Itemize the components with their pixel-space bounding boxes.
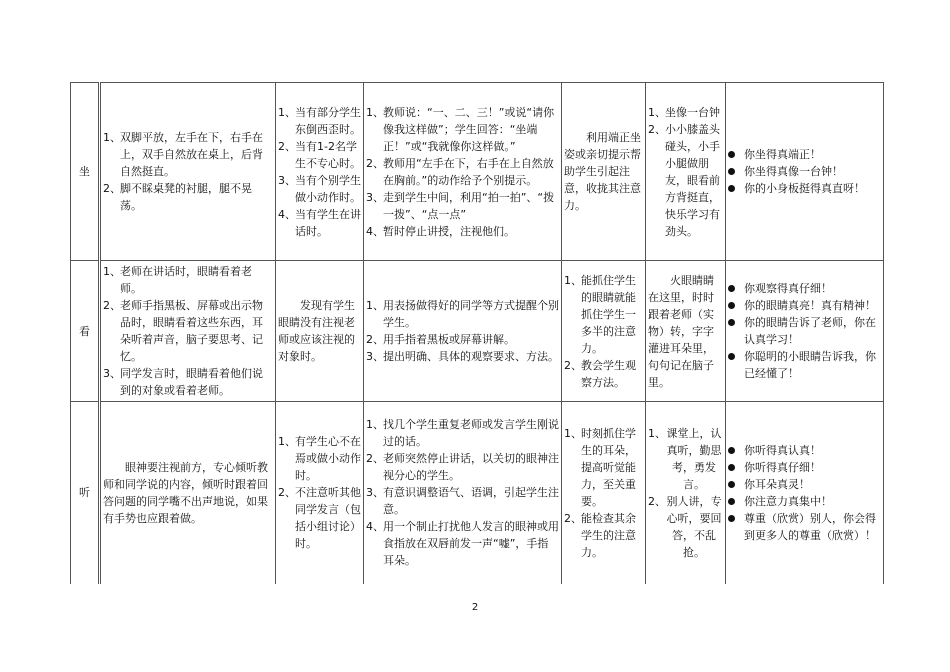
rhyme-cell xyxy=(646,83,726,261)
bullet-icon xyxy=(728,302,735,309)
bullet-icon xyxy=(728,185,735,192)
table-row xyxy=(71,83,884,261)
list-item: 你观察得真仔细！ xyxy=(728,280,881,297)
list-item: 1、 用表扬做得好的同学等方式提醒个别学生。 xyxy=(366,299,559,329)
list-item: 1、 教师说：“一、二、三！”或说“请你像我这样做”；学生回答：“坐端正！”或“我就像你这样做。” xyxy=(366,105,555,153)
row-label: 看 xyxy=(71,261,100,402)
list-item: 1、 课堂上，认真听，勤思考，勇发言。 xyxy=(648,426,722,491)
problem-cell xyxy=(276,83,364,261)
behavior-text: 眼神要注视前方，专心倾听教师和同学说的内容，倾听时跟着回答问题的同学嘴不出声地说，如果有手势也应跟着做。 xyxy=(103,460,268,525)
bullet-icon xyxy=(728,151,735,158)
list-item: 你听得真认真！ xyxy=(728,442,881,459)
problem-cell xyxy=(276,402,364,584)
list-item: 1、 时刻抓住学生的耳朵，提高听觉能力，至关重要。 xyxy=(564,426,636,508)
praise-cell xyxy=(726,261,884,402)
list-item: 你耳朵真灵！ xyxy=(728,476,881,493)
row-label: 坐 xyxy=(71,83,100,261)
bullet-icon xyxy=(728,481,735,488)
table-row xyxy=(71,402,884,584)
list-item: 你的眼睛告诉了老师，你在认真学习！ xyxy=(728,314,881,348)
rhyme-cell xyxy=(646,261,726,402)
list-item: 2、 别人讲，专心听，要回答，不乱抢。 xyxy=(648,494,722,559)
page-number: 2 xyxy=(471,602,479,613)
list-item: 尊重（欣赏）别人，你会得到更多人的尊重（欣赏）！ xyxy=(728,510,881,544)
list-item: 2、 用手指着黑板或屏幕讲解。 xyxy=(366,333,515,346)
bullet-icon xyxy=(728,353,735,360)
praise-cell xyxy=(726,402,884,584)
bullet-icon xyxy=(728,168,735,175)
list-item: 你聪明的小眼睛告诉我，你已经懂了！ xyxy=(728,348,881,382)
table-row xyxy=(71,261,884,402)
list-item: 2、 能检查其余学生的注意力。 xyxy=(564,511,636,559)
list-item: 3、 同学发言时，眼睛看着他们说到的对象或看着老师。 xyxy=(103,367,263,397)
list-item: 你听得真仔细！ xyxy=(728,459,881,476)
bullet-icon xyxy=(728,447,735,454)
list-item: 4、 暂时停止讲授，注视他们。 xyxy=(366,224,515,238)
list-item: 4、 当有学生在讲话时。 xyxy=(278,207,361,238)
list-item: 4、 用一个制止打扰他人发言的眼神或用食指放在双唇前发一声“嘘”，手指耳朵。 xyxy=(366,520,559,568)
list-item: 2、 小小膝盖头碰头，小手小腿做朋友，眼看前方背挺直，快乐学习有劲头。 xyxy=(648,122,720,238)
purpose-cell xyxy=(562,83,646,261)
list-item: 1、 坐像一台钟 xyxy=(648,105,720,119)
purpose-cell xyxy=(562,402,646,584)
list-item: 2、 老师突然停止讲话，以关切的眼神注视分心的学生。 xyxy=(366,452,559,483)
list-item: 2、 脚不睬桌凳的衬腿，腿不晃荡。 xyxy=(103,182,252,212)
method-cell xyxy=(364,402,562,584)
list-item: 1、 双脚平放，左手在下，右手在上，双手自然放在桌上，后背自然挺直。 xyxy=(103,131,263,178)
list-item: 1、 老师在讲话时，眼睛看着老师。 xyxy=(103,265,252,295)
list-item: 1、 找几个学生重复老师或发言学生刚说过的话。 xyxy=(366,418,559,449)
problem-cell xyxy=(276,261,364,402)
list-item: 1、 有学生心不在焉或做小动作时。 xyxy=(278,435,361,483)
list-item: 你坐得真端正！ xyxy=(728,146,881,163)
list-item: 你注意力真集中！ xyxy=(728,493,881,510)
behavior-cell xyxy=(100,83,276,261)
purpose-cell xyxy=(562,261,646,402)
list-item: 你的眼睛真亮！真有精神！ xyxy=(728,297,881,314)
bullet-icon xyxy=(728,285,735,292)
classroom-routine-table xyxy=(70,82,884,584)
rhyme-text: 火眼睛睛在这里，时时跟着老师（实物）转，字字灌进耳朵里，句句记在脑子里。 xyxy=(648,273,714,389)
bullet-icon xyxy=(728,319,735,326)
list-item: 2、 不注意听其他同学发言（包括小组讨论）时。 xyxy=(278,486,361,551)
behavior-cell xyxy=(100,402,276,584)
method-cell xyxy=(364,261,562,402)
list-item: 3、 有意识调整语气、语调，引起学生注意。 xyxy=(366,486,559,517)
praise-cell xyxy=(726,83,884,261)
list-item: 你的小身板挺得真直呀！ xyxy=(728,180,881,197)
list-item: 你坐得真像一台钟！ xyxy=(728,163,881,180)
behavior-cell xyxy=(100,261,276,402)
list-item: 2、 老师手指黑板、屏幕或出示物品时，眼睛看着这些东西，耳朵听着声音，脑子要思考、记忆。 xyxy=(103,299,263,363)
bullet-icon xyxy=(728,498,735,505)
list-item: 3、 当有个别学生做小动作时。 xyxy=(278,173,361,204)
bullet-icon xyxy=(728,515,735,522)
list-item: 1、 能抓住学生的眼睛就能抓住学生一多半的注意力。 xyxy=(564,273,636,355)
problem-text: 发现有学生眼睛没有注视老师或应该注视的对象时。 xyxy=(278,299,355,363)
row-label: 听 xyxy=(71,402,100,584)
list-item: 2、 教会学生观察方法。 xyxy=(564,358,636,389)
purpose-text: 利用端正坐姿或亲切提示帮助学生引起注意，收拢其注意力。 xyxy=(564,131,641,212)
rhyme-cell xyxy=(646,402,726,584)
list-item: 2、 教师用“左手在下，右手在上自然放在胸前。”的动作给予个别提示。 xyxy=(366,156,554,187)
list-item: 1、 当有部分学生东倒西歪时。 xyxy=(278,105,361,136)
list-item: 2、 当有1-2名学生不专心时。 xyxy=(278,139,361,170)
list-item: 3、 走到学生中间，利用“拍一拍”、“拨一拨”、“点一点” xyxy=(366,190,555,221)
bullet-icon xyxy=(728,464,735,471)
list-item: 3、 提出明确、具体的观察要求、方法。 xyxy=(366,350,559,363)
method-cell xyxy=(364,83,562,261)
